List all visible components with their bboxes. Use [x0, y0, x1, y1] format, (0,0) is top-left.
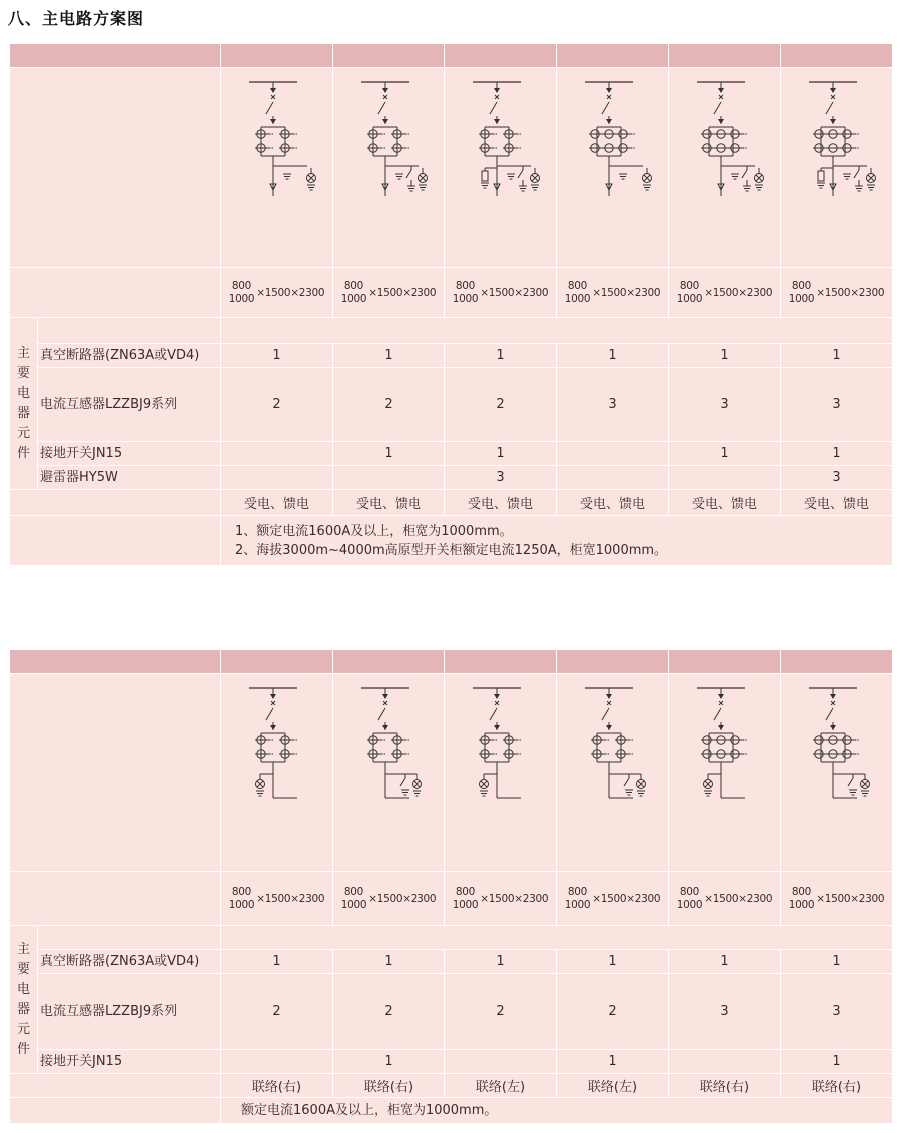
size-value-cell [780, 268, 892, 317]
component-quantity: 1 [668, 442, 780, 465]
header-scheme-number [556, 650, 668, 673]
width-1000: 1000 [564, 292, 591, 305]
width-1000: 1000 [676, 292, 703, 305]
width-800: 800 [791, 279, 812, 292]
component-quantity: 1 [556, 1050, 668, 1073]
depth-height: ×1500×2300 [816, 892, 885, 905]
circuit-name-value: 联络(右) [668, 1074, 780, 1097]
component-quantity: 2 [332, 974, 444, 1049]
depth-height: ×1500×2300 [256, 286, 325, 299]
cabinet-size-value [677, 280, 773, 306]
width-1000: 1000 [340, 292, 367, 305]
component-quantity: 1 [332, 442, 444, 465]
width-800: 800 [679, 885, 700, 898]
diagram-row [10, 68, 892, 268]
component-quantity: 1 [220, 344, 332, 367]
component-quantity: 2 [444, 974, 556, 1049]
component-quantity: 1 [332, 950, 444, 973]
cabinet-size-value [565, 280, 661, 306]
component-label-line: LZZBJ9系列 [105, 396, 178, 412]
component-quantity: 2 [556, 974, 668, 1049]
cabinet-size-value [229, 280, 325, 306]
size-value-cell [220, 268, 332, 317]
circuit-name-label [10, 490, 220, 515]
header-scheme-number [444, 44, 556, 67]
side-label-char: 件 [16, 1041, 30, 1057]
depth-height: ×1500×2300 [592, 892, 661, 905]
header-scheme-number [668, 650, 780, 673]
cabinet-size-value [789, 280, 885, 306]
width-800: 800 [791, 885, 812, 898]
scheme-diagram-cell [556, 68, 668, 267]
header-scheme-number [668, 44, 780, 67]
depth-height: ×1500×2300 [368, 286, 437, 299]
remark-list [241, 1101, 497, 1120]
circuit-diagram-07 [235, 680, 319, 810]
component-label [10, 1050, 220, 1073]
circuit-diagram-09 [459, 680, 543, 810]
component-quantity: 1 [780, 442, 892, 465]
remark-notes [220, 516, 892, 565]
width-1000: 1000 [788, 292, 815, 305]
size-value-cell [668, 872, 780, 925]
width-1000: 1000 [788, 898, 815, 911]
circuit-diagram-12 [795, 680, 879, 810]
width-800: 800 [567, 279, 588, 292]
component-label-line: 接地开关JN15 [40, 1053, 123, 1069]
scheme-diagram-cell [668, 674, 780, 871]
circuit-name-value: 受电、馈电 [444, 490, 556, 515]
circuit-diagram-01 [235, 74, 319, 204]
side-label-char: 主 [16, 941, 30, 957]
component-quantity: 1 [780, 344, 892, 367]
component-quantity: 3 [780, 974, 892, 1049]
component-row [10, 466, 892, 490]
component-quantity: 3 [556, 368, 668, 441]
circuit-diagram-08 [347, 680, 431, 810]
component-quantity: 3 [668, 974, 780, 1049]
component-label [10, 368, 220, 441]
side-label-char: 主 [16, 345, 30, 361]
remark-row [10, 1098, 892, 1123]
cabinet-size-value [453, 886, 549, 912]
side-label-main-components [10, 926, 38, 1074]
component-quantity: 2 [444, 368, 556, 441]
width-options [229, 886, 255, 912]
component-quantity: 2 [220, 974, 332, 1049]
header-scheme-number [780, 650, 892, 673]
component-quantity: 1 [444, 950, 556, 973]
circuit-name-row [10, 490, 892, 516]
remark-line: 1、额定电流1600A及以上，柜宽为1000mm。 [235, 523, 513, 539]
width-options [677, 886, 703, 912]
side-label-char: 电 [16, 385, 30, 401]
header-scheme-label [10, 44, 220, 67]
scheme-diagram-lines [249, 82, 316, 196]
remark-notes [220, 1098, 892, 1123]
width-800: 800 [231, 279, 252, 292]
circuit-name-value: 受电、馈电 [332, 490, 444, 515]
header-row [10, 44, 892, 68]
circuit-name-value: 联络(右) [780, 1074, 892, 1097]
header-scheme-number [332, 650, 444, 673]
width-options [229, 280, 255, 306]
header-scheme-number [556, 44, 668, 67]
circuit-diagram-10 [571, 680, 655, 810]
cabinet-size-value [341, 886, 437, 912]
cabinet-size-value [677, 886, 773, 912]
scheme-diagram-cell [332, 674, 444, 871]
scheme-diagram-cell [444, 674, 556, 871]
width-800: 800 [231, 885, 252, 898]
component-quantity [220, 466, 332, 489]
width-options [789, 280, 815, 306]
circuit-name-value: 联络(左) [556, 1074, 668, 1097]
scheme-diagram-cell [780, 68, 892, 267]
scheme-diagram-cell [332, 68, 444, 267]
scheme-diagram-lines [473, 688, 521, 798]
remark-list [235, 522, 667, 560]
component-quantity [444, 1050, 556, 1073]
size-row [10, 268, 892, 318]
circuit-diagram-02 [347, 74, 431, 204]
side-label-char: 器 [16, 1001, 30, 1017]
cabinet-size-value [229, 886, 325, 912]
component-row [10, 442, 892, 466]
depth-height: ×1500×2300 [480, 892, 549, 905]
scheme-diagram-lines [249, 688, 297, 798]
depth-height: ×1500×2300 [256, 892, 325, 905]
component-quantity: 2 [220, 368, 332, 441]
diagram-row [10, 674, 892, 872]
size-value-cell [556, 872, 668, 925]
width-800: 800 [455, 279, 476, 292]
circuit-diagram-03 [459, 74, 543, 204]
component-row [10, 950, 892, 974]
scheme-diagram-lines [809, 82, 876, 196]
component-label [10, 344, 220, 367]
component-quantity [668, 466, 780, 489]
remark-label [10, 1098, 220, 1123]
scheme-diagram-lines [473, 82, 540, 196]
component-label-line: 接地开关JN15 [40, 445, 123, 461]
circuit-name-value: 受电、馈电 [556, 490, 668, 515]
cabinet-size-value [453, 280, 549, 306]
component-row [10, 974, 892, 1050]
component-quantity: 1 [668, 950, 780, 973]
size-value-cell [444, 268, 556, 317]
side-label-char: 元 [16, 1021, 30, 1037]
component-quantity: 3 [668, 368, 780, 441]
component-row [10, 1050, 892, 1074]
size-value-cell [332, 268, 444, 317]
size-label [10, 872, 220, 925]
side-label-char: 器 [16, 405, 30, 421]
component-quantity [668, 1050, 780, 1073]
component-label-line: 避雷器HY5W [40, 469, 118, 485]
width-800: 800 [679, 279, 700, 292]
size-value-cell [220, 872, 332, 925]
component-row [10, 368, 892, 442]
circuit-name-row [10, 1074, 892, 1098]
width-800: 800 [343, 885, 364, 898]
width-800: 800 [567, 885, 588, 898]
size-value-cell [780, 872, 892, 925]
width-options [677, 280, 703, 306]
circuit-name-value: 受电、馈电 [668, 490, 780, 515]
scheme-diagram-cell [780, 674, 892, 871]
side-label-main-components [10, 318, 38, 490]
side-label-char: 要 [16, 365, 30, 381]
component-quantity [220, 1050, 332, 1073]
scheme-diagram-cell [668, 68, 780, 267]
width-options [341, 280, 367, 306]
component-quantity: 3 [444, 466, 556, 489]
side-label-char: 元 [16, 425, 30, 441]
cabinet-size-value [341, 280, 437, 306]
cabinet-size-value [789, 886, 885, 912]
scheme-diagram-cell [444, 68, 556, 267]
component-quantity [332, 466, 444, 489]
size-value-cell [556, 268, 668, 317]
diagram-label [10, 68, 220, 267]
width-options [789, 886, 815, 912]
size-value-cell [332, 872, 444, 925]
width-options [565, 280, 591, 306]
circuit-diagram-04 [571, 74, 655, 204]
depth-height: ×1500×2300 [816, 286, 885, 299]
width-1000: 1000 [228, 898, 255, 911]
width-options [453, 886, 479, 912]
component-quantity: 1 [556, 344, 668, 367]
rated-current-value [220, 926, 892, 949]
circuit-name-value: 受电、馈电 [780, 490, 892, 515]
depth-height: ×1500×2300 [704, 892, 773, 905]
side-label-char: 件 [16, 445, 30, 461]
scheme-table-2 [10, 650, 892, 1123]
component-label [10, 974, 220, 1049]
width-1000: 1000 [564, 898, 591, 911]
component-quantity: 3 [780, 368, 892, 441]
component-quantity: 1 [780, 1050, 892, 1073]
remark-line: 2、海拔3000m~4000m高原型开关柜额定电流1250A，柜宽1000mm。 [235, 542, 668, 558]
remark-label [10, 516, 220, 565]
header-scheme-number [220, 650, 332, 673]
circuit-name-value: 受电、馈电 [220, 490, 332, 515]
scheme-diagram-cell [220, 68, 332, 267]
component-quantity [220, 442, 332, 465]
component-label-line: LZZBJ9系列 [105, 1003, 178, 1019]
header-scheme-number [220, 44, 332, 67]
component-quantity: 1 [332, 1050, 444, 1073]
rated-current-label [10, 926, 220, 949]
component-label-line: 电流互感器 [40, 1003, 106, 1019]
size-label [10, 268, 220, 317]
rated-current-row [10, 926, 892, 950]
component-quantity: 1 [444, 442, 556, 465]
width-1000: 1000 [676, 898, 703, 911]
scheme-diagram-cell [220, 674, 332, 871]
depth-height: ×1500×2300 [480, 286, 549, 299]
component-quantity: 3 [780, 466, 892, 489]
page-title: 八、主电路方案图 [8, 9, 145, 28]
component-label-line: 真空断路器(ZN63A或VD4) [40, 347, 200, 363]
circuit-diagram-05 [683, 74, 767, 204]
component-quantity: 1 [332, 344, 444, 367]
depth-height: ×1500×2300 [704, 286, 773, 299]
size-value-cell [668, 268, 780, 317]
component-label-line: 电流互感器 [40, 396, 106, 412]
component-label [10, 442, 220, 465]
depth-height: ×1500×2300 [368, 892, 437, 905]
component-row [10, 344, 892, 368]
header-scheme-number [780, 44, 892, 67]
header-scheme-number [444, 650, 556, 673]
width-1000: 1000 [452, 898, 479, 911]
component-quantity [556, 442, 668, 465]
rated-current-label [10, 318, 220, 343]
component-quantity: 1 [444, 344, 556, 367]
rated-current-row [10, 318, 892, 344]
width-800: 800 [343, 279, 364, 292]
scheme-diagram-lines [697, 688, 747, 798]
component-quantity: 1 [668, 344, 780, 367]
circuit-name-value: 联络(右) [220, 1074, 332, 1097]
scheme-diagram-lines [361, 82, 428, 196]
circuit-diagram-11 [683, 680, 767, 810]
header-row [10, 650, 892, 674]
width-options [341, 886, 367, 912]
side-label-char: 电 [16, 981, 30, 997]
header-scheme-label [10, 650, 220, 673]
scheme-diagram-lines [585, 82, 652, 196]
circuit-name-value: 联络(左) [444, 1074, 556, 1097]
circuit-name-label [10, 1074, 220, 1097]
component-quantity: 1 [220, 950, 332, 973]
rated-current-value [220, 318, 892, 343]
width-1000: 1000 [340, 898, 367, 911]
component-label [10, 466, 220, 489]
component-quantity [556, 466, 668, 489]
component-label-line: 真空断路器(ZN63A或VD4) [40, 953, 200, 969]
circuit-name-value: 联络(右) [332, 1074, 444, 1097]
width-options [453, 280, 479, 306]
component-quantity: 2 [332, 368, 444, 441]
width-800: 800 [455, 885, 476, 898]
component-label [10, 950, 220, 973]
scheme-diagram-lines [585, 688, 646, 798]
scheme-diagram-lines [697, 82, 764, 196]
width-1000: 1000 [452, 292, 479, 305]
header-scheme-number [332, 44, 444, 67]
component-quantity: 1 [780, 950, 892, 973]
cabinet-size-value [565, 886, 661, 912]
depth-height: ×1500×2300 [592, 286, 661, 299]
scheme-table-1 [10, 44, 892, 565]
remark-row [10, 516, 892, 565]
scheme-diagram-cell [556, 674, 668, 871]
size-row [10, 872, 892, 926]
width-options [565, 886, 591, 912]
diagram-label [10, 674, 220, 871]
width-1000: 1000 [228, 292, 255, 305]
remark-line: 额定电流1600A及以上，柜宽为1000mm。 [241, 1103, 498, 1118]
size-value-cell [444, 872, 556, 925]
circuit-diagram-06 [795, 74, 879, 204]
side-label-char: 要 [16, 961, 30, 977]
scheme-diagram-lines [361, 688, 422, 798]
scheme-diagram-lines [809, 688, 870, 798]
component-quantity: 1 [556, 950, 668, 973]
